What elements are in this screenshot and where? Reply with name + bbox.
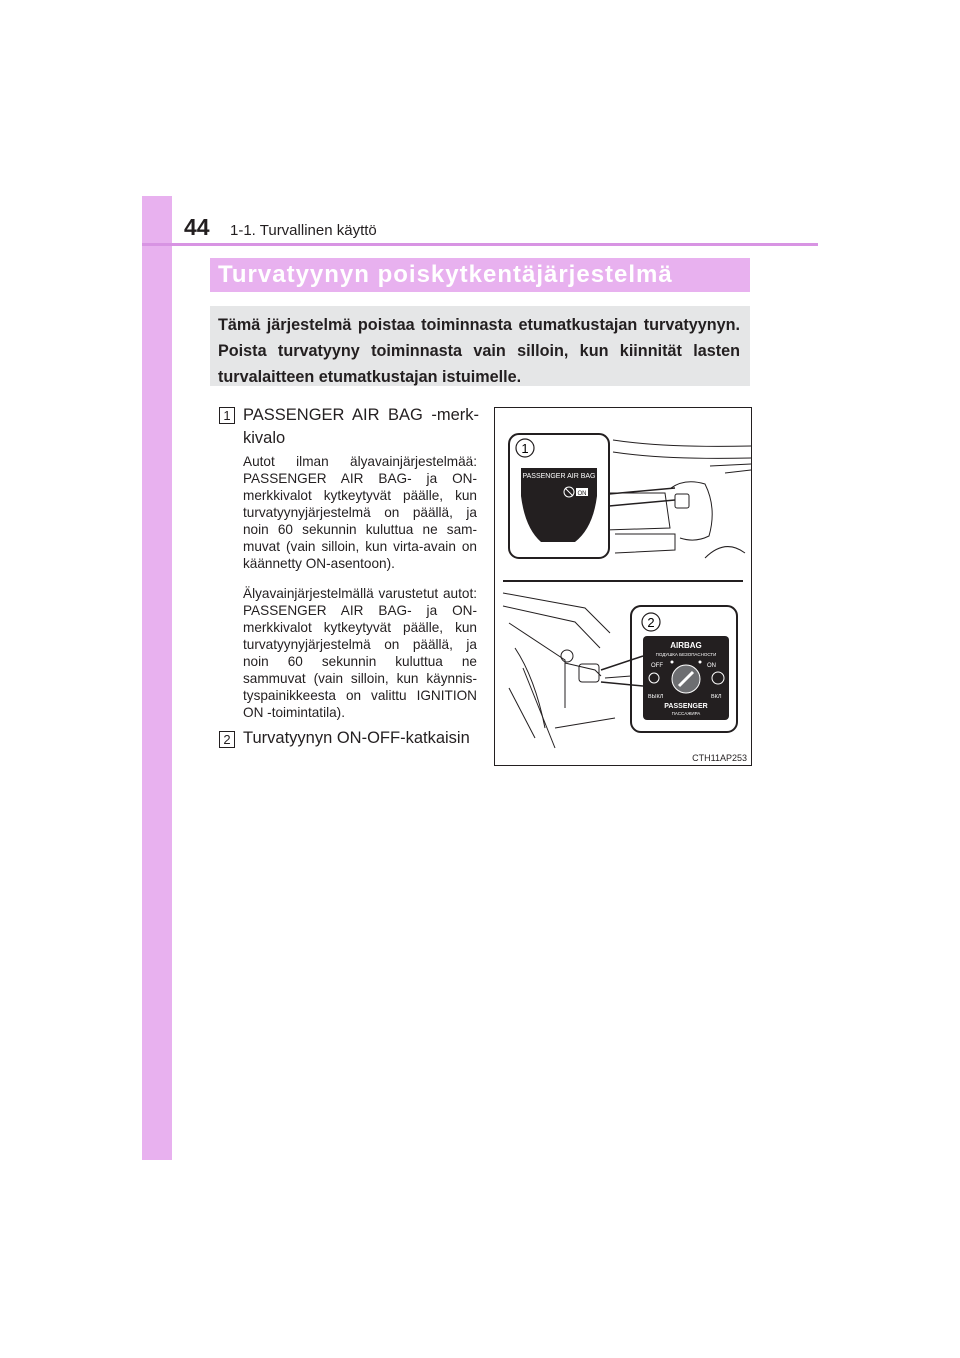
header-divider xyxy=(142,243,818,246)
page-number: 44 xyxy=(184,214,210,240)
callout-1-label: 1 xyxy=(521,441,529,456)
chapter-side-tab xyxy=(142,196,172,1160)
airbag-illustration xyxy=(495,408,751,765)
item-number-1: 1 xyxy=(219,407,235,424)
switch-label-bottom: PASSENGER xyxy=(664,703,708,710)
item-1-paragraph-1: Autot ilman älyavainjärjestelmää: PASSENGER AIR BAG- ja ON-merkkivalot kytkeytyvät päälle, kun turvatyynyjärjestelmä on päällä, ja noin 60 sekunnin kuluttua ne sam-muvat (vain silloin, kun virta-avain on käännetty ON-asentoon). xyxy=(243,454,477,571)
switch-label-top-ru: ПОДУШКА БЕЗОПАСНОСТИ xyxy=(655,652,717,657)
on-lamp-label: ON xyxy=(577,491,587,497)
item-number-2: 2 xyxy=(219,731,235,748)
callout-2-label: 2 xyxy=(647,615,655,630)
title-band xyxy=(210,258,750,292)
indicator-label: PASSENGER AIR BAG xyxy=(522,473,596,480)
switch-on-label: ON xyxy=(707,663,716,669)
intro-box xyxy=(210,306,750,386)
airbag-figure xyxy=(494,407,752,766)
intro-text: Tämä järjestelmä poistaa toiminnasta etumatkustajan turvatyynyn. Poista turvatyyny toiminnasta vain silloin, kun kiinnität lasten turvalaitteen etumatkustajan istuimelle. xyxy=(218,316,740,386)
switch-on-ru-label: ВКЛ xyxy=(711,694,722,700)
page-title: Turvatyynyn poiskytkentäjärjestelmä xyxy=(218,261,673,288)
item-title-2: Turvatyynyn ON-OFF-katkaisin xyxy=(243,729,470,747)
switch-label-bottom-ru: ПАССАЖИРА xyxy=(671,711,701,716)
switch-off-label: OFF xyxy=(651,663,663,669)
figure-code: CTH11AP253 xyxy=(692,753,747,763)
section-heading: 1-1. Turvallinen käyttö xyxy=(230,222,377,239)
dashboard-sketch-bottom xyxy=(503,593,631,748)
switch-off-ru-label: ВЫКЛ xyxy=(648,694,664,700)
dashboard-sketch-top xyxy=(605,440,751,558)
item-1-paragraph-2: Älyavainjärjestelmällä varustetut autot: PASSENGER AIR BAG- ja ON- merkkivalot kytkeytyvät päälle, kun turvatyynyjärjestelmä on päällä, ja noin 60 sekunnin kuluttua ne sammuvat (vain silloin, kun käynnis-tyspainikkeesta on valittu IGNITION ON -toimintatila). xyxy=(243,586,477,720)
item-title-1: PASSENGER AIR BAG -merk-kivalo xyxy=(243,406,479,447)
switch-label-top: AIRBAG xyxy=(670,641,702,650)
